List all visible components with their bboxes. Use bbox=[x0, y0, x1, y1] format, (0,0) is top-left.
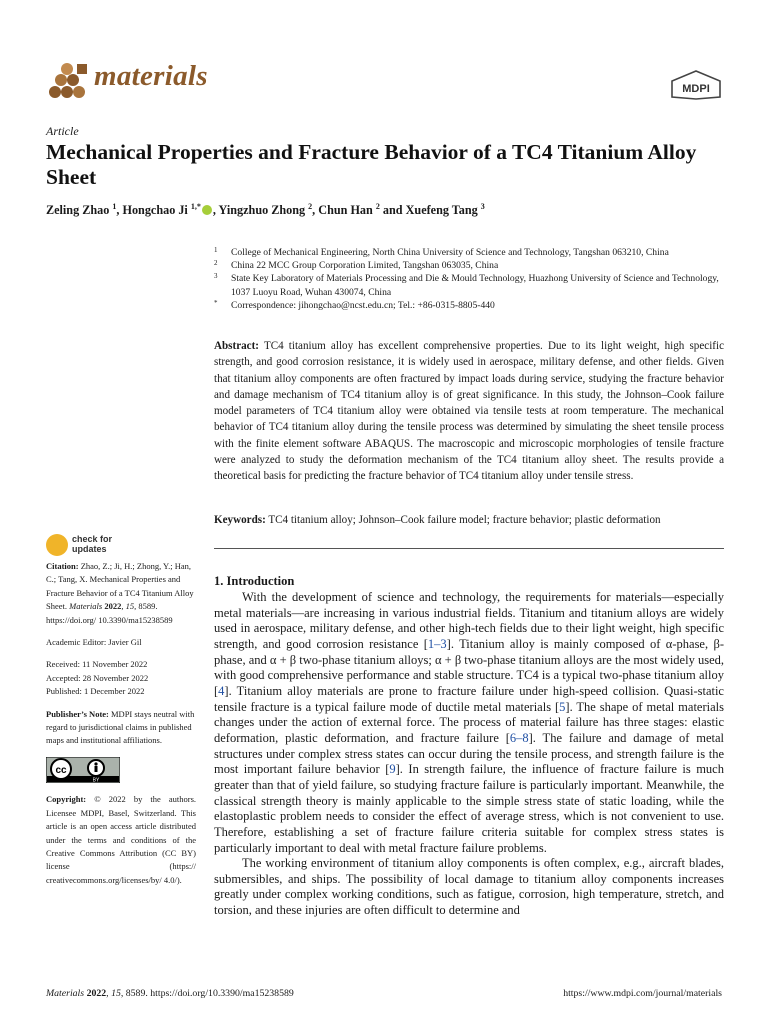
affiliations bbox=[214, 246, 724, 312]
abstract bbox=[214, 338, 724, 485]
footer-journal: Materials bbox=[46, 988, 85, 999]
footer-doi[interactable]: , 8589. https://doi.org/10.3390/ma15238589 bbox=[120, 988, 294, 999]
academic-editor: Academic Editor: Javier Gil bbox=[46, 637, 142, 648]
accepted-date: Accepted: 28 November 2022 bbox=[46, 672, 149, 683]
copyright bbox=[46, 793, 196, 887]
journal-name: materials bbox=[94, 60, 208, 92]
author-affiliation-mark: 1,* bbox=[190, 202, 201, 211]
section-heading: 1. Introduction bbox=[214, 574, 295, 588]
citation-link[interactable]: 6–8 bbox=[509, 730, 529, 745]
citation-text: Zhao, Z.; Ji, H.; Zhong, Y.; Han, C.; Tang, X. Mechanical Properties and Fracture Behavior of a TC4 Titanium Alloy Sheet. bbox=[46, 561, 194, 612]
body-text-run: The working environment of titanium alloy components is often complex, e.g., aircraft blades, submersibles, and ships. The possibility of local damage to titanium alloy components increases greatly under complex working conditions, such as fatigue, corrosion, high temperature, stretch, and torsion, and these injuries are often difficult to determine and bbox=[214, 856, 724, 918]
citation-link[interactable]: 1–3 bbox=[427, 636, 447, 651]
author-affiliation-mark: 2 bbox=[375, 202, 380, 211]
body-text bbox=[214, 590, 724, 919]
author-list bbox=[46, 202, 726, 218]
publisher-name: MDPI bbox=[682, 83, 710, 95]
body-paragraph bbox=[214, 590, 724, 856]
publishers-note-label: Publisher’s Note: bbox=[46, 708, 109, 719]
sidebar bbox=[46, 560, 196, 896]
affiliation-item bbox=[214, 299, 724, 312]
publishers-note bbox=[46, 708, 196, 748]
author-affiliation-mark: 1 bbox=[112, 202, 117, 211]
svg-text:BY: BY bbox=[92, 777, 100, 783]
citation-label: Citation: bbox=[46, 561, 79, 571]
citation-doi[interactable]: , 8589. https://doi.org/ 10.3390/ma15238589 bbox=[46, 601, 173, 625]
affiliation-mark: 1 bbox=[214, 246, 218, 254]
citation: Citation: Zhao, Z.; Ji, H.; Zhong, Y.; Han, C.; Tang, X. Mechanical Properties and Fracture Behavior of a TC4 Titanium Alloy Sheet. Materials 2022, 15, 8589. https://doi.org/ 10.3390/ma15238589 bbox=[46, 561, 194, 625]
orcid-icon[interactable] bbox=[202, 205, 212, 215]
check-updates-line1: check for bbox=[72, 534, 113, 544]
author-separator: , bbox=[116, 203, 123, 218]
citation-link[interactable]: 4 bbox=[218, 683, 225, 698]
published-date: Published: 1 December 2022 bbox=[46, 686, 145, 697]
check-for-updates-button[interactable] bbox=[46, 534, 146, 556]
citation-journal: Materials bbox=[69, 601, 103, 612]
author-name: Chun Han bbox=[318, 203, 376, 218]
abstract-label: Abstract: bbox=[214, 340, 259, 352]
abstract-text: TC4 titanium alloy has excellent comprehensive properties. Due to its light weight, high specific strength, and good corrosion resistance, it is widely used in aerospace, military defense, and other fields. Given that titanium alloy components are often fractured by impact loads during service, studying the fracture behavior and damage mechanism of TC4 titanium alloy is of great significance. In this study, the Johnson–Cook failure model parameters of TC4 titanium alloy were obtained via tensile tests at room temperature. The mechanical behavior of TC4 titanium alloy during the tensile process was determined by simulating the sheet tensile process with the finite element software ABAQUS. The macroscopic and microscopic morphologies of tensile fracture were analyzed to study the deformation mechanism of the TC4 titanium alloy sheet. The results provide a theoretical basis for predicting the fracture behavior of TC4 titanium alloy under tensile stress. bbox=[214, 340, 724, 483]
publishers-note-text: MDPI stays neutral with regard to jurisdictional claims in published maps and institutional affiliations. bbox=[46, 708, 195, 746]
body-text-run: With the development of science and technology, the requirements for materials—especially metal materials—are increasing in various industrial fields. Titanium and titanium alloys are widely used in aerospace, military defense, and other high-tech fields due to their light weight, high specific strength, and good corrosion resistance [ bbox=[214, 590, 724, 651]
keywords-label: Keywords: bbox=[214, 514, 266, 526]
affiliation-item bbox=[214, 259, 724, 272]
author-name: Yingzhuo Zhong bbox=[218, 203, 309, 218]
cc-by-license-icon[interactable] bbox=[46, 757, 120, 783]
body-text-run: ]. The shape of metal materials changes under the action of external force. The process of material failure has three stages: elastic deformation, plastic deformation, and fracture failure [ bbox=[214, 699, 724, 745]
footer-journal-url[interactable]: https://www.mdpi.com/journal/materials bbox=[563, 988, 722, 999]
check-updates-icon bbox=[46, 534, 68, 556]
body-paragraph bbox=[214, 856, 724, 919]
keywords bbox=[214, 513, 724, 528]
author-separator: , bbox=[212, 203, 219, 218]
affiliation-text: Correspondence: jihongchao@ncst.edu.cn; Tel.: +86-0315-8805-440 bbox=[231, 299, 495, 311]
affiliation-item bbox=[214, 272, 724, 298]
affiliation-text: China 22 MCC Group Corporation Limited, Tangshan 063035, China bbox=[231, 260, 499, 272]
author-name: Hongchao Ji bbox=[122, 203, 191, 218]
citation-volume: 15 bbox=[125, 601, 135, 612]
affiliation-mark: 2 bbox=[214, 259, 218, 268]
author-affiliation-mark: 2 bbox=[308, 202, 313, 211]
keywords-text: TC4 titanium alloy; Johnson–Cook failure model; fracture behavior; plastic deformation bbox=[268, 514, 661, 526]
dates bbox=[46, 658, 196, 698]
author-separator: and bbox=[379, 203, 406, 218]
affiliation-mark: * bbox=[214, 298, 218, 307]
footer-volume: 15 bbox=[111, 988, 121, 999]
materials-logo-icon bbox=[46, 60, 90, 102]
author-separator: , bbox=[312, 203, 319, 218]
footer-year: 2022 bbox=[86, 988, 107, 999]
author-name: Xuefeng Tang bbox=[405, 203, 481, 218]
svg-text:cc: cc bbox=[55, 764, 67, 776]
check-updates-line2: updates bbox=[72, 544, 107, 554]
affiliation-text: College of Mechanical Engineering, North China University of Science and Technology, Tangshan 063210, China bbox=[231, 247, 669, 258]
citation-link[interactable]: 5 bbox=[559, 699, 566, 714]
body-text-run: ]. Titanium alloy is mainly composed of α-phase, β-phase, and α + β two-phase titanium alloys; α + β two-phase titanium alloys are the most widely used, with good comprehensive performance and stable structure. TC4 is a typical two-phase titanium alloy [ bbox=[214, 636, 724, 698]
journal-header bbox=[46, 56, 722, 106]
footer-citation: Materials 2022, 15, 8589. https://doi.org/10.3390/ma15238589 bbox=[46, 988, 294, 999]
copyright-label: Copyright: bbox=[46, 794, 87, 805]
body-text-run: ]. The failure and damage of metal structures under complex stress states can occur during the tensile process, and strength failure is the most important failure behavior [ bbox=[214, 730, 724, 777]
copyright-text: © 2022 by the authors. Licensee MDPI, Basel, Switzerland. This article is an open access article distributed under the terms and conditions of the Creative Commons Attribution (CC BY) license (https:// creativecommons.org/licenses/by/ 4.0/). bbox=[46, 794, 196, 885]
body-text-run: ]. Titanium alloy materials are prone to fracture failure under high-speed collision. Quasi-static tensile fracture is a typical failure mode of ductile metal materials [ bbox=[214, 683, 724, 714]
affiliation-mark: 3 bbox=[214, 272, 218, 281]
article-title: Mechanical Properties and Fracture Behavior of a TC4 Titanium Alloy Sheet bbox=[46, 140, 697, 189]
citation-link[interactable]: 9 bbox=[389, 762, 396, 777]
author-name: Zeling Zhao bbox=[46, 203, 113, 218]
body-text-run: ]. In strength failure, the influence of fracture failure is much greater than that of yield failure, so studying fracture failure is particularly important. Meanwhile, the classical strength theory is mainly applicable to the simple stress state of static loading, while the elastoplastic problem needs to consider the effect of average stress, which is not convenient to use. Therefore, establishing a set of fracture failure criteria suitable for complex stress states is particularly important to deal with metal fracture failure problems. bbox=[214, 762, 724, 855]
affiliation-item bbox=[214, 246, 724, 259]
article-type: Article bbox=[46, 124, 79, 138]
divider bbox=[214, 548, 724, 549]
mdpi-logo-icon bbox=[670, 70, 722, 100]
received-date: Received: 11 November 2022 bbox=[46, 659, 148, 670]
citation-year: 2022 bbox=[104, 601, 122, 612]
affiliation-text: State Key Laboratory of Materials Processing and Die & Mould Technology, Huazhong University of Science and Technology, 1037 Luoyu Road, Wuhan 430074, China bbox=[231, 273, 719, 298]
author-affiliation-mark: 3 bbox=[480, 202, 485, 211]
